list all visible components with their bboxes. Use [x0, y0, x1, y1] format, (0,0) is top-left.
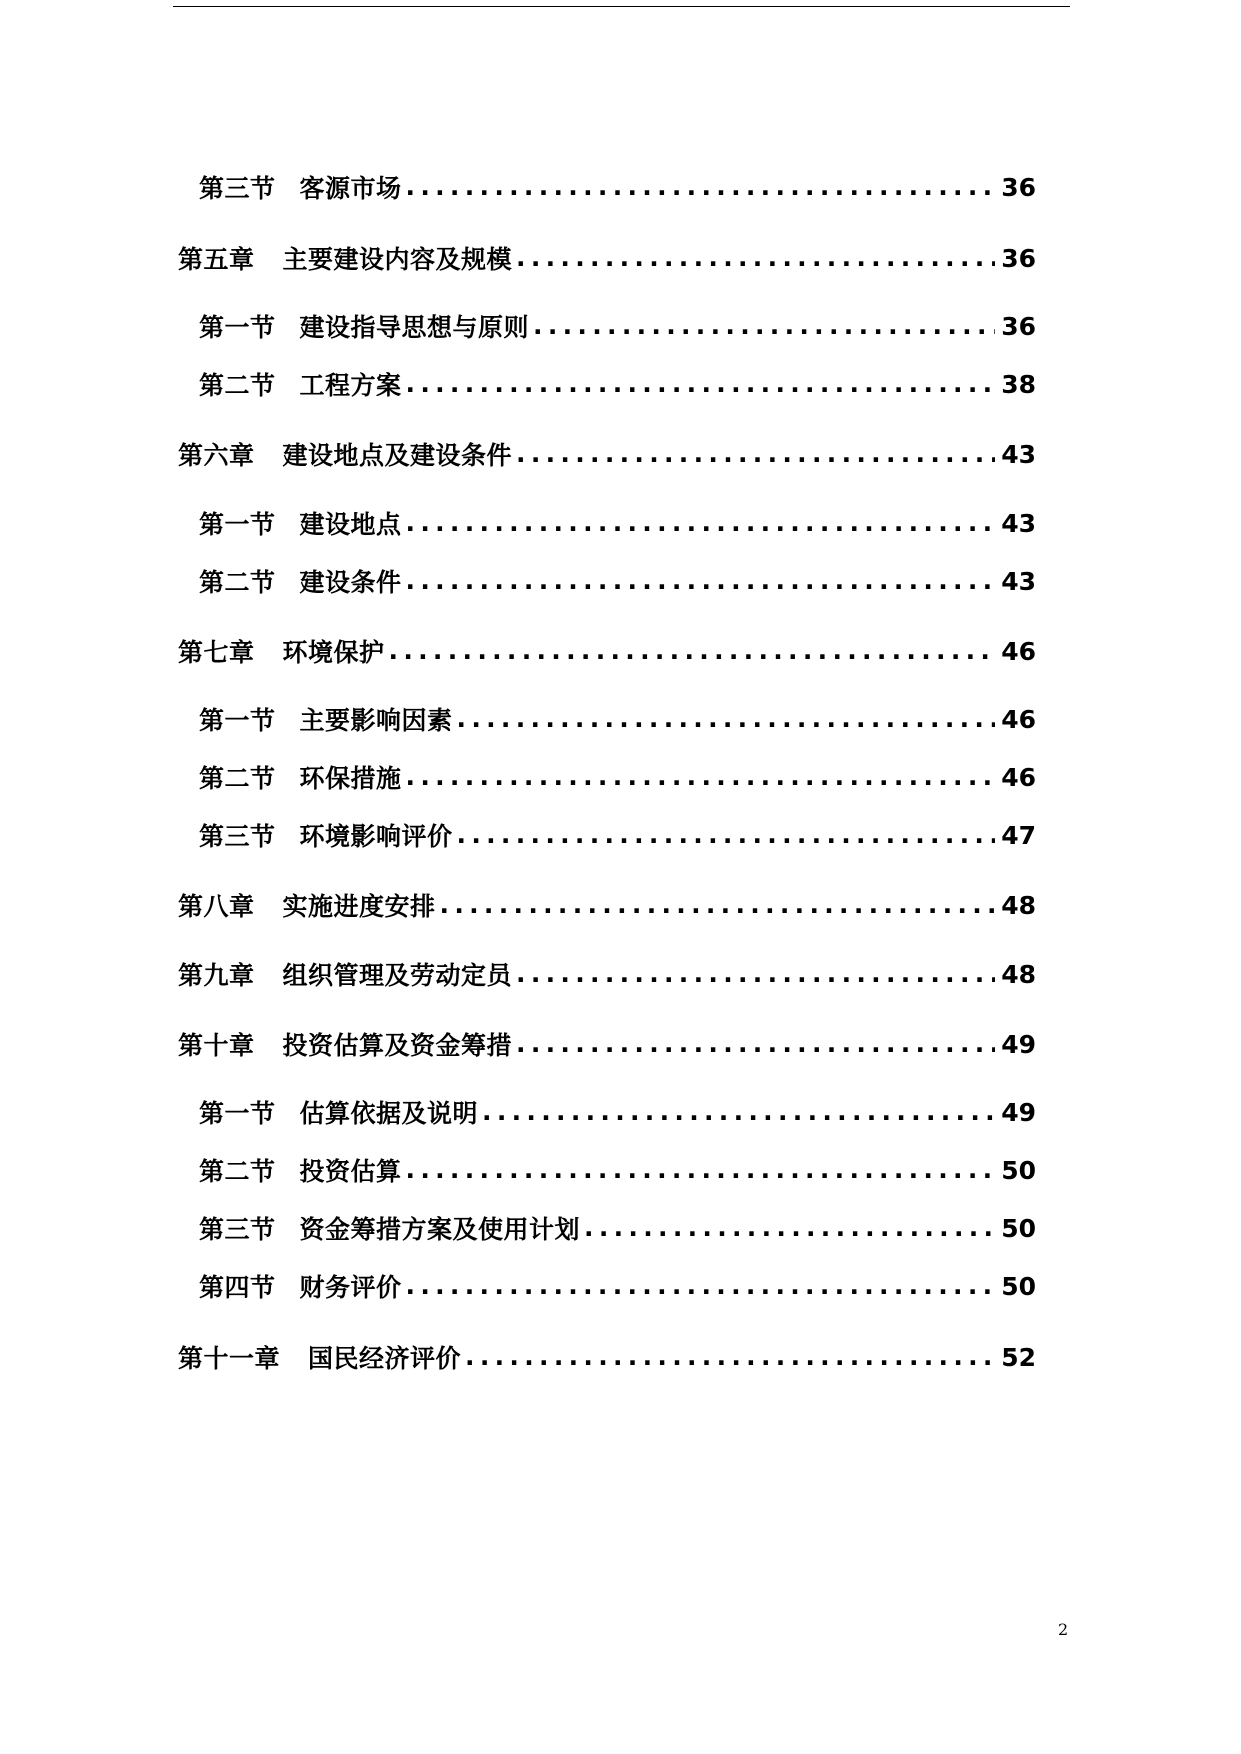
toc-entry-page: 52 — [1001, 1342, 1036, 1372]
toc-entry-page: 46 — [1001, 636, 1036, 666]
toc-entry-page: 49 — [1001, 1097, 1036, 1127]
toc-entry[interactable] — [199, 1208, 1036, 1248]
toc-entry-page: 50 — [1001, 1271, 1036, 1301]
toc-entry-label: 第五章 — [178, 245, 255, 274]
toc-entry-page: 47 — [1001, 820, 1036, 850]
toc-entry[interactable] — [178, 954, 1036, 994]
toc-entry-title: 组织管理及劳动定员 — [282, 961, 513, 990]
toc-entry[interactable] — [199, 699, 1036, 739]
toc-entry-title: 建设条件 — [299, 568, 402, 597]
toc-entry-label: 第一节 — [199, 510, 276, 539]
toc-entry-page: 36 — [1001, 243, 1036, 273]
toc-entry[interactable] — [199, 757, 1036, 797]
toc-entry-label: 第十章 — [178, 1031, 255, 1060]
toc-entry-title: 建设指导思想与原则 — [299, 313, 530, 342]
toc-dot-leader — [406, 503, 996, 543]
toc-dot-leader — [457, 699, 996, 739]
toc-entry-label: 第六章 — [178, 441, 255, 470]
toc-entry-label: 第二节 — [199, 371, 276, 400]
toc-entry-title: 工程方案 — [299, 371, 402, 400]
toc-dot-leader — [482, 1092, 995, 1132]
toc-entry-page: 48 — [1001, 959, 1036, 989]
toc-entry-page: 38 — [1001, 369, 1036, 399]
toc-dot-leader — [516, 434, 995, 474]
toc-entry[interactable] — [199, 503, 1036, 543]
toc-entry-label: 第十一章 — [178, 1344, 281, 1373]
toc-entry-label: 第三节 — [199, 822, 276, 851]
toc-dot-leader — [516, 1024, 995, 1064]
toc-entry-label: 第二节 — [199, 764, 276, 793]
toc-dot-leader — [516, 238, 995, 278]
toc-entry-page: 46 — [1001, 704, 1036, 734]
toc-entry[interactable] — [199, 561, 1036, 601]
toc-entry-label: 第三节 — [199, 1215, 276, 1244]
toc-dot-leader — [406, 757, 996, 797]
toc-entry-page: 36 — [1001, 172, 1036, 202]
toc-entry[interactable] — [178, 885, 1036, 925]
toc-entry-page: 43 — [1001, 566, 1036, 596]
toc-dot-leader — [406, 561, 996, 601]
toc-dot-leader — [406, 364, 996, 404]
toc-dot-leader — [389, 631, 996, 671]
toc-dot-leader — [465, 1337, 995, 1377]
toc-dot-leader — [533, 306, 995, 346]
toc-dot-leader — [406, 1266, 996, 1306]
toc-entry-label: 第九章 — [178, 961, 255, 990]
toc-entry-label: 第一节 — [199, 1099, 276, 1128]
toc-entry-label: 第八章 — [178, 892, 255, 921]
toc-entry-label: 第二节 — [199, 1157, 276, 1186]
toc-entry[interactable] — [199, 306, 1036, 346]
toc-entry[interactable] — [199, 167, 1036, 207]
toc-entry[interactable] — [199, 1092, 1036, 1132]
toc-entry-page: 50 — [1001, 1213, 1036, 1243]
toc-entry[interactable] — [199, 364, 1036, 404]
toc-entry-title: 资金筹措方案及使用计划 — [299, 1215, 581, 1244]
toc-dot-leader — [584, 1208, 995, 1248]
toc-entry-label: 第一节 — [199, 706, 276, 735]
toc-entry-title: 环保措施 — [299, 764, 402, 793]
toc-entry[interactable] — [178, 1337, 1036, 1377]
toc-entry[interactable] — [178, 434, 1036, 474]
toc-dot-leader — [440, 885, 996, 925]
toc-entry-title: 财务评价 — [299, 1273, 402, 1302]
toc-entry-label: 第三节 — [199, 174, 276, 203]
toc-entry-title: 主要影响因素 — [299, 706, 453, 735]
toc-entry-title: 实施进度安排 — [282, 892, 436, 921]
toc-entry[interactable] — [199, 1150, 1036, 1190]
toc-entry-title: 投资估算 — [299, 1157, 402, 1186]
toc-entry-page: 50 — [1001, 1155, 1036, 1185]
toc-dot-leader — [516, 954, 995, 994]
toc-entry-title: 建设地点及建设条件 — [282, 441, 513, 470]
toc-entry[interactable] — [199, 815, 1036, 855]
toc-entry[interactable] — [178, 1024, 1036, 1064]
toc-dot-leader — [406, 1150, 996, 1190]
toc-entry-title: 环境影响评价 — [299, 822, 453, 851]
toc-entry-page: 43 — [1001, 439, 1036, 469]
toc-entry[interactable] — [199, 1266, 1036, 1306]
toc-entry-page: 49 — [1001, 1029, 1036, 1059]
toc-entry-label: 第四节 — [199, 1273, 276, 1302]
toc-entry-title: 客源市场 — [299, 174, 402, 203]
toc-entry-label: 第一节 — [199, 313, 276, 342]
toc-entry-label: 第七章 — [178, 638, 255, 667]
toc-entry-title: 主要建设内容及规模 — [282, 245, 513, 274]
toc-entry-page: 43 — [1001, 508, 1036, 538]
toc-dot-leader — [406, 167, 996, 207]
page-number: 2 — [1058, 1620, 1069, 1639]
toc-entry-page: 36 — [1001, 311, 1036, 341]
toc-entry-title: 估算依据及说明 — [299, 1099, 479, 1128]
toc-entry-title: 投资估算及资金筹措 — [282, 1031, 513, 1060]
toc-entry-label: 第二节 — [199, 568, 276, 597]
toc-entry-title: 国民经济评价 — [308, 1344, 462, 1373]
toc-entry-page: 46 — [1001, 762, 1036, 792]
toc-dot-leader — [457, 815, 996, 855]
toc-entry-page: 48 — [1001, 890, 1036, 920]
toc-entry[interactable] — [178, 631, 1036, 671]
toc-entry[interactable] — [178, 238, 1036, 278]
toc-entry-title: 建设地点 — [299, 510, 402, 539]
toc-entry-title: 环境保护 — [282, 638, 385, 667]
